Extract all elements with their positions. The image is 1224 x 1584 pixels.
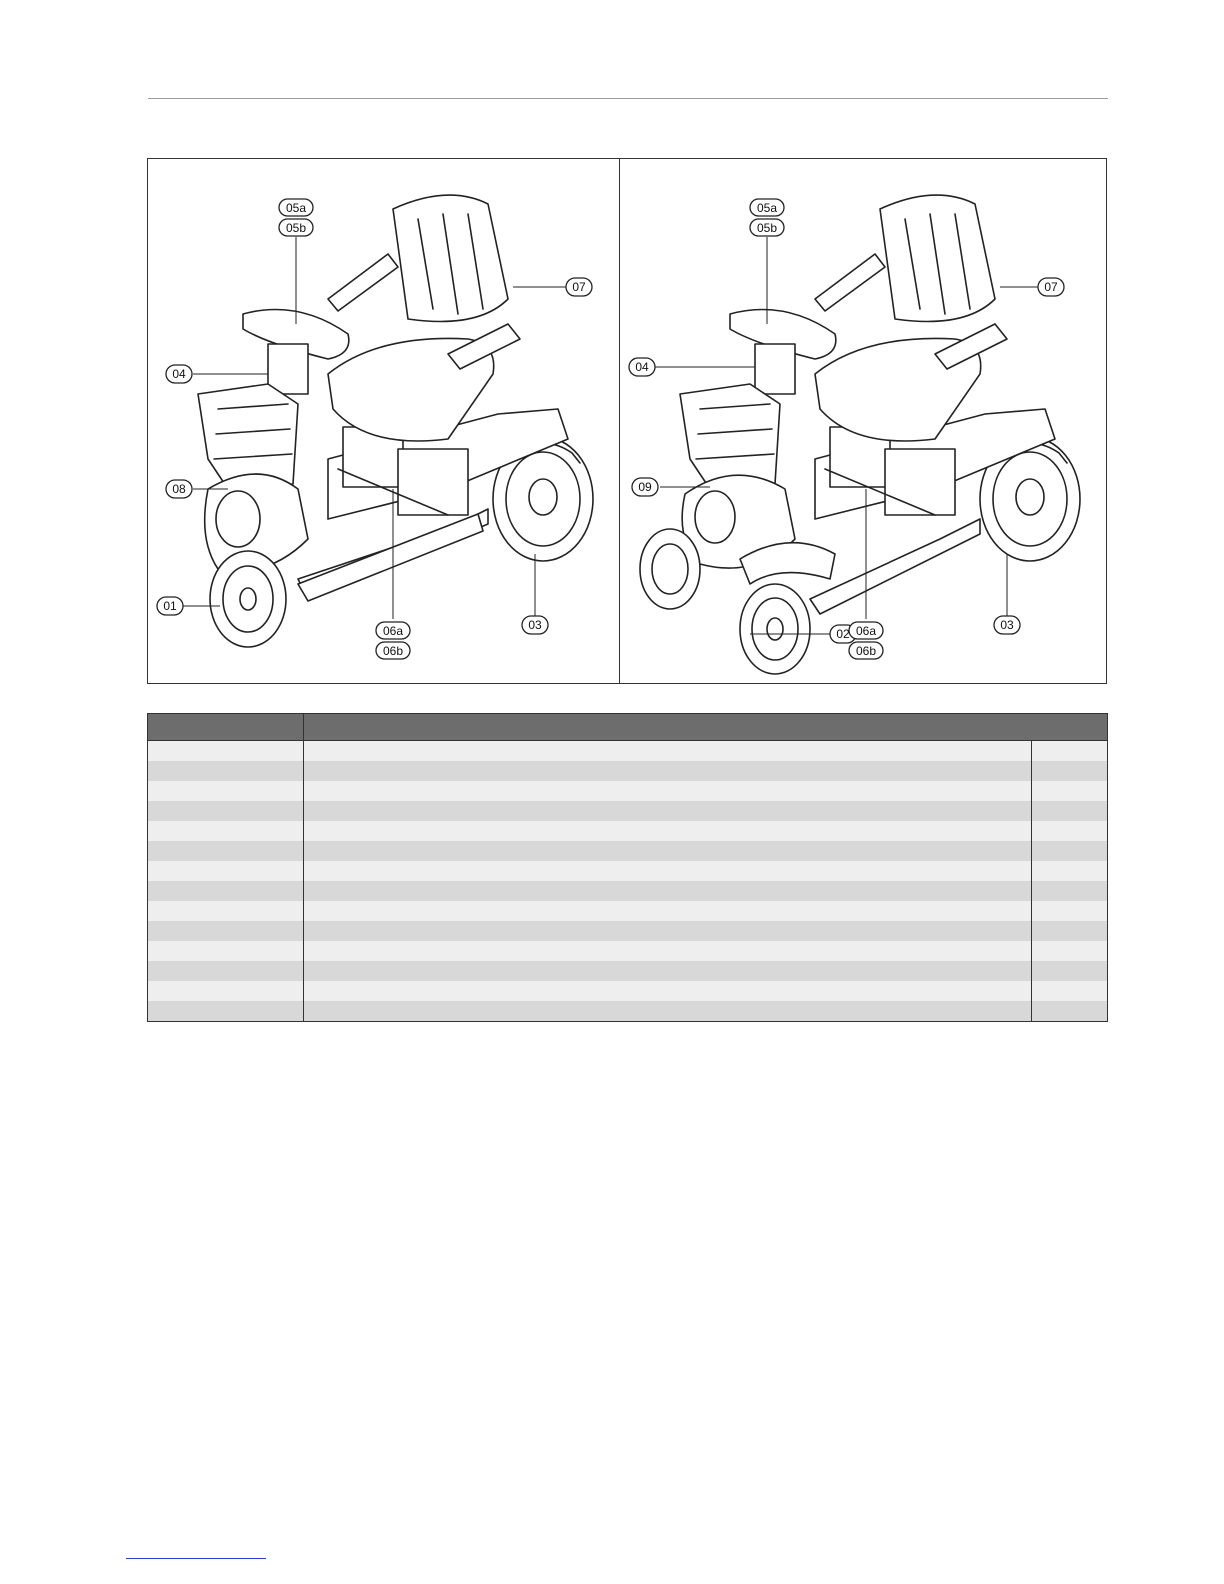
table-cell	[1032, 801, 1108, 821]
table-row	[148, 981, 1108, 1001]
parts-table	[147, 713, 1108, 1022]
three-wheel-scooter-drawing	[148, 159, 619, 683]
callout-05a: 05a	[285, 201, 307, 215]
callout-07: 07	[572, 280, 586, 294]
table-row	[148, 921, 1108, 941]
table-cell	[1032, 981, 1108, 1001]
table-row	[148, 881, 1108, 901]
table-cell	[304, 861, 1032, 881]
table-cell	[148, 961, 304, 981]
scooter-figure	[147, 158, 1107, 684]
callout-09: 09	[638, 480, 652, 494]
table-cell	[148, 941, 304, 961]
table-row	[148, 761, 1108, 781]
table-cell	[304, 1001, 1032, 1022]
table-cell	[148, 841, 304, 861]
table-cell	[304, 841, 1032, 861]
table-cell	[148, 881, 304, 901]
callout-06b: 06b	[855, 644, 877, 658]
callout-01: 01	[163, 599, 177, 613]
table-cell	[148, 901, 304, 921]
header-rule	[148, 98, 1108, 99]
callout-05b: 05b	[285, 221, 307, 235]
four-wheel-scooter-drawing	[620, 159, 1106, 683]
table-cell	[304, 741, 1032, 762]
callout-03: 03	[1000, 618, 1014, 632]
table-cell	[148, 921, 304, 941]
footer-link-underline	[126, 1558, 266, 1559]
callout-05b: 05b	[756, 221, 778, 235]
table-cell	[304, 941, 1032, 961]
table-row	[148, 781, 1108, 801]
table-cell	[148, 781, 304, 801]
table-cell	[1032, 861, 1108, 881]
table-row	[148, 961, 1108, 981]
table-header-row	[148, 714, 1108, 741]
callout-06b: 06b	[382, 644, 404, 658]
table-cell	[148, 801, 304, 821]
table-header-cell	[304, 714, 1108, 741]
table-header-cell	[148, 714, 304, 741]
table-cell	[304, 881, 1032, 901]
table-row	[148, 861, 1108, 881]
three-wheel-scooter-panel	[148, 159, 619, 683]
table-cell	[148, 1001, 304, 1022]
table-cell	[1032, 781, 1108, 801]
table-cell	[304, 901, 1032, 921]
table-cell	[1032, 1001, 1108, 1022]
table-row	[148, 741, 1108, 762]
table-row	[148, 901, 1108, 921]
table-cell	[148, 821, 304, 841]
table-cell	[148, 761, 304, 781]
table-cell	[304, 961, 1032, 981]
table-cell	[1032, 741, 1108, 762]
callout-07: 07	[1044, 280, 1058, 294]
table-cell	[304, 781, 1032, 801]
callout-03: 03	[528, 618, 542, 632]
callout-05a: 05a	[756, 201, 778, 215]
table-row	[148, 941, 1108, 961]
table-row	[148, 821, 1108, 841]
table-cell	[148, 981, 304, 1001]
callout-04: 04	[635, 360, 649, 374]
table-cell	[1032, 881, 1108, 901]
table-cell	[304, 981, 1032, 1001]
table-row	[148, 801, 1108, 821]
callout-08: 08	[172, 482, 186, 496]
table-cell	[1032, 901, 1108, 921]
table-cell	[1032, 841, 1108, 861]
table-body	[148, 741, 1108, 1022]
table-cell	[304, 921, 1032, 941]
table-cell	[1032, 941, 1108, 961]
table-cell	[1032, 921, 1108, 941]
callout-06a: 06a	[382, 624, 404, 638]
table-cell	[304, 801, 1032, 821]
table-cell	[148, 861, 304, 881]
table-cell	[1032, 961, 1108, 981]
four-wheel-scooter-panel	[620, 159, 1106, 683]
table-row	[148, 841, 1108, 861]
callout-02: 02	[836, 627, 850, 641]
table-cell	[1032, 761, 1108, 781]
table-cell	[304, 821, 1032, 841]
table-row	[148, 1001, 1108, 1022]
callout-04: 04	[172, 367, 186, 381]
table-cell	[1032, 821, 1108, 841]
table-cell	[304, 761, 1032, 781]
callout-06a: 06a	[855, 624, 877, 638]
table-cell	[148, 741, 304, 762]
